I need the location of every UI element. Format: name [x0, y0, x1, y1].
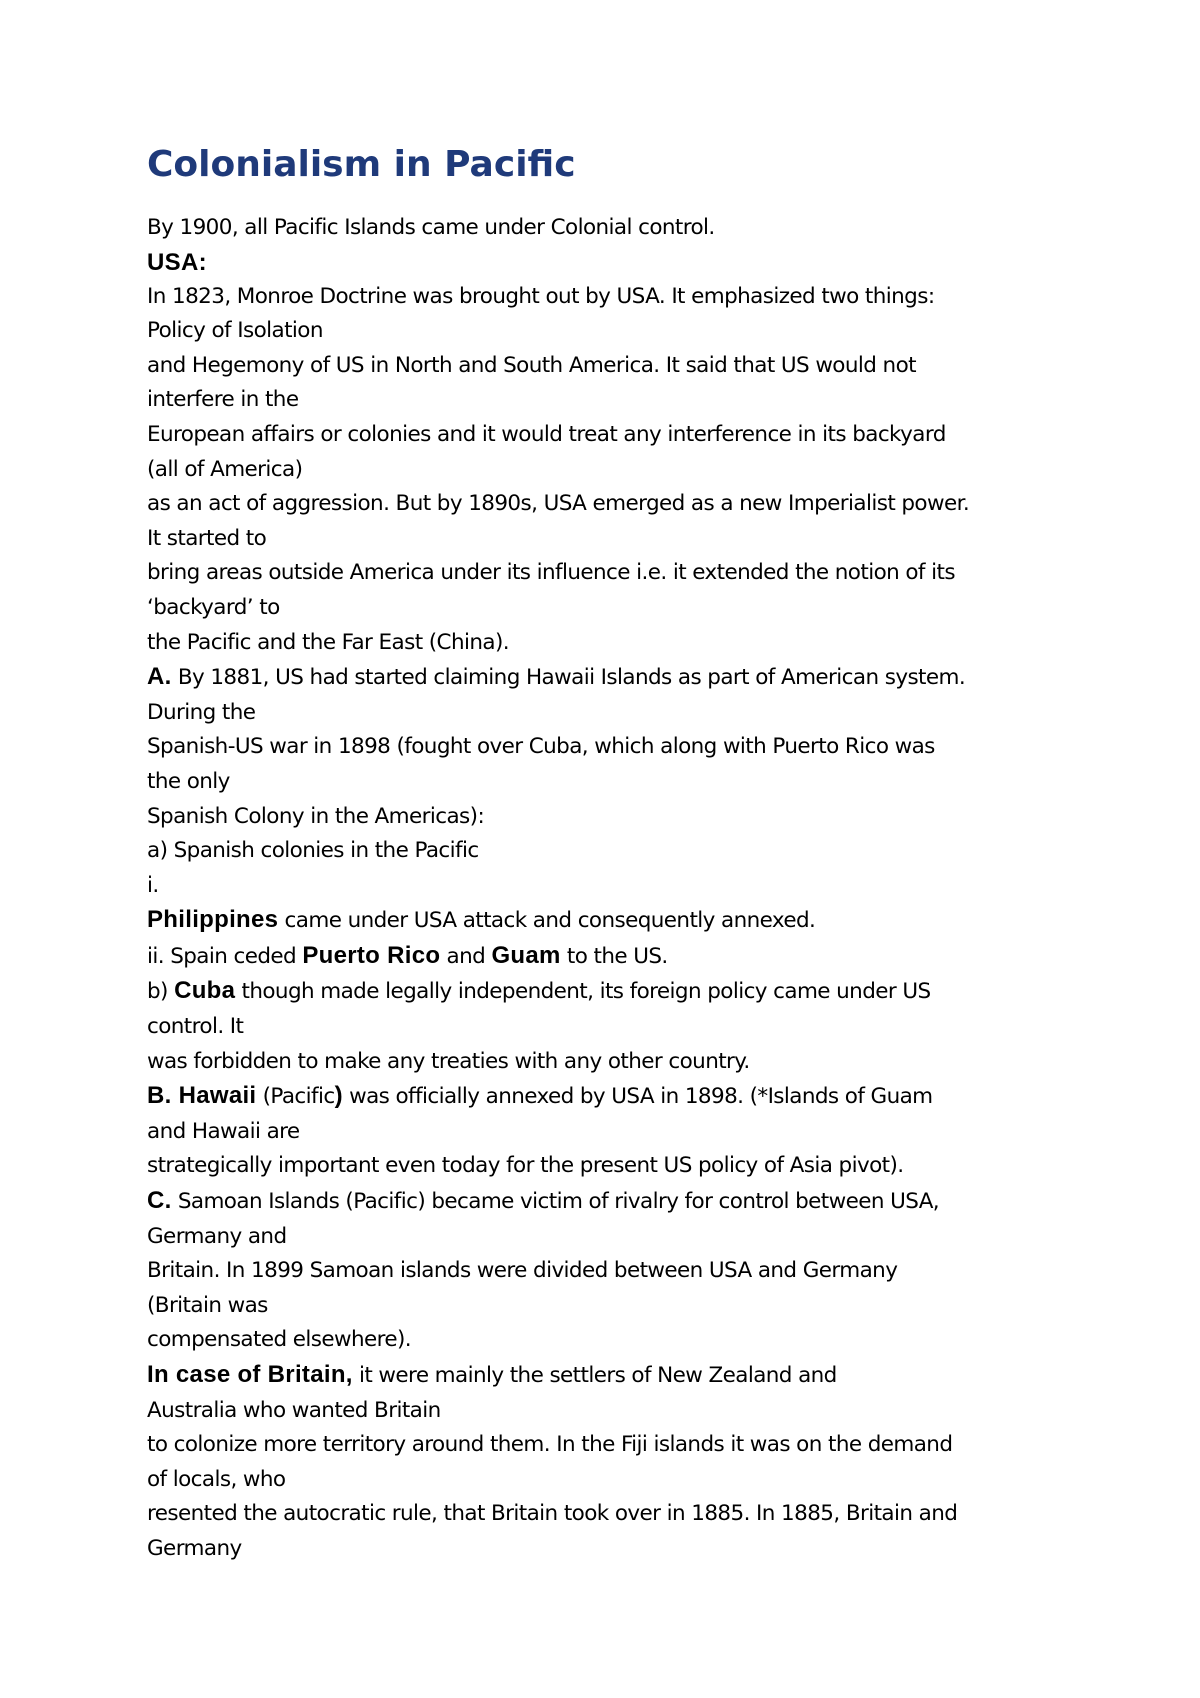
britain-text: it were mainly the settlers of New Zealand and [352, 1363, 837, 1388]
para1-line: It started to [147, 525, 267, 551]
para1-line: Policy of Isolation [147, 318, 323, 344]
section-c-line: Germany and [147, 1223, 287, 1249]
hawaii-pacific: (Pacific [256, 1084, 335, 1110]
section-a-line: the only [147, 768, 230, 794]
usa-heading: USA: [147, 248, 207, 276]
britain-line: resented the autocratic rule, that Britain took over in 1885. In 1885, Britain and [147, 1501, 958, 1527]
document-body [147, 140, 1087, 1567]
section-a-line: During the [147, 699, 256, 725]
philippines-term: Philippines [147, 906, 279, 934]
cuba-text: though made legally independent, its foreign policy came under US [235, 979, 931, 1005]
cuba-line: control. It [147, 1014, 244, 1040]
philippines-text: came under USA attack and consequently annexed. [278, 908, 816, 934]
section-a-line: a) Spanish colonies in the Pacific [147, 838, 479, 864]
cuba-line: was forbidden to make any treaties with any other country. [147, 1048, 750, 1074]
intro-line: By 1900, all Pacific Islands came under Colonial control. [147, 215, 715, 240]
section-c-label: C. [147, 1187, 172, 1215]
para1-line: and Hegemony of US in North and South America. It said that US would not [147, 352, 916, 378]
para1-line: bring areas outside America under its influence i.e. it extended the notion of its [147, 560, 955, 586]
para1-line: (all of America) [147, 456, 303, 482]
section-c-line: Britain. In 1899 Samoan islands were divided between USA and Germany [147, 1258, 898, 1284]
britain-line: of locals, who [147, 1466, 286, 1492]
para1-line: European affairs or colonies and it would treat any interference in its backyard [147, 421, 946, 447]
britain-line: to colonize more territory around them. In the Fiji islands it was on the demand [147, 1432, 953, 1458]
section-a-text: By 1881, US had started claiming Hawaii Islands as part of American system. [171, 665, 966, 691]
section-a-line: i. [147, 872, 159, 898]
hawaii-line: strategically important even today for the present US policy of Asia pivot). [147, 1153, 904, 1179]
para1-line: interfere in the [147, 387, 299, 413]
section-c-line: compensated elsewhere). [147, 1327, 412, 1353]
para1-line: ‘backyard’ to [147, 594, 280, 620]
cuba-line [147, 974, 1087, 1010]
cuba-prefix: b) [147, 979, 175, 1005]
britain-line: Australia who wanted Britain [147, 1397, 441, 1423]
philippines-line [147, 903, 1087, 939]
guam-term: Guam [491, 941, 561, 969]
section-c-line [147, 1184, 1087, 1220]
britain-line [147, 1358, 1087, 1394]
section-a-line: Spanish-US war in 1898 (fought over Cuba, which along with Puerto Rico was [147, 734, 935, 760]
para1-line: the Pacific and the Far East (China). [147, 629, 509, 655]
hawaii-line: and Hawaii are [147, 1118, 300, 1144]
section-a-label: A. [147, 663, 172, 691]
britain-line: Germany [147, 1535, 242, 1561]
cession-line [147, 939, 1087, 975]
cession-suffix: to the US. [560, 943, 668, 969]
britain-label: In case of Britain, [147, 1361, 353, 1388]
cession-and: and [440, 943, 492, 969]
hawaii-text: was officially annexed by USA in 1898. (*Islands of Guam [342, 1084, 933, 1110]
hawaii-paren: ) [334, 1082, 343, 1110]
para1-line: In 1823, Monroe Doctrine was brought out by USA. It emphasized two things: [147, 283, 935, 309]
cession-prefix: ii. Spain ceded [147, 943, 303, 969]
para1-line: as an act of aggression. But by 1890s, USA emerged as a new Imperialist power. [147, 491, 970, 517]
section-a-line [147, 660, 1087, 696]
puerto-rico-term: Puerto Rico [302, 941, 441, 969]
hawaii-label: B. Hawaii [147, 1082, 257, 1110]
section-c-text: Samoan Islands (Pacific) became victim of rivalry for control between USA, [171, 1189, 940, 1215]
page-title: Colonialism in Pacific [147, 144, 576, 185]
section-a-line: Spanish Colony in the Americas): [147, 803, 485, 829]
hawaii-line [147, 1079, 1087, 1115]
cuba-term: Cuba [174, 977, 236, 1005]
section-c-line: (Britain was [147, 1292, 268, 1318]
